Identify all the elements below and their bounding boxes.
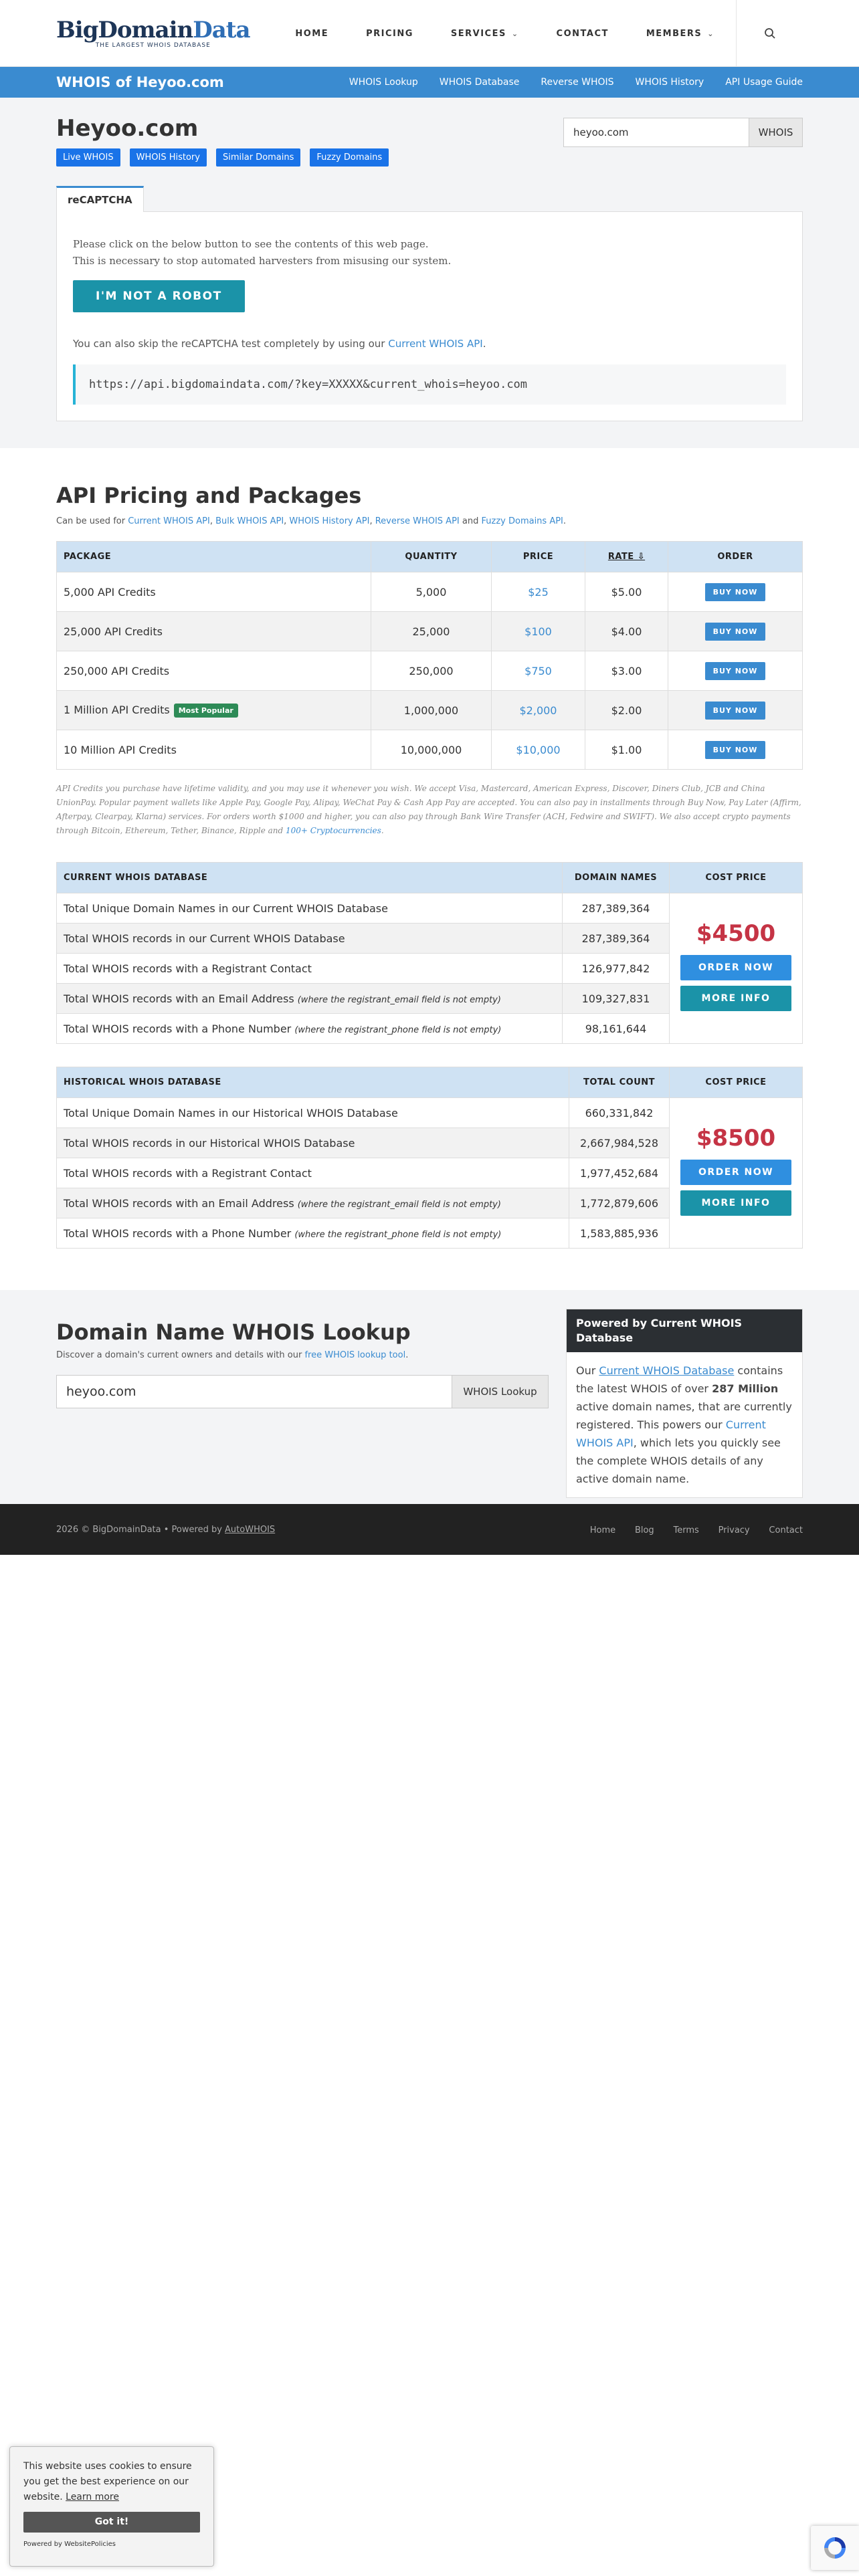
buy-now-button[interactable]: BUY NOW xyxy=(705,623,766,641)
db-row-label: Total WHOIS records with a Registrant Contact xyxy=(57,1158,569,1188)
db-row-value: 1,772,879,606 xyxy=(569,1188,670,1218)
db-row-note: (where the registrant_phone field is not empty) xyxy=(294,1025,502,1035)
db-row-label: Total WHOIS records with a Phone Number xyxy=(64,1022,295,1035)
db-row-label: Total Unique Domain Names in our Historical WHOIS Database xyxy=(57,1098,569,1128)
col-quantity: QUANTITY xyxy=(371,542,492,572)
current-whois-api-link[interactable]: Current WHOIS API xyxy=(388,338,483,350)
table-row xyxy=(57,572,803,612)
package-quantity: 250,000 xyxy=(371,651,492,691)
package-name: 5,000 API Credits xyxy=(57,572,371,612)
skip-captcha-text xyxy=(73,338,786,350)
site-logo[interactable] xyxy=(56,16,250,49)
pricing-section xyxy=(0,448,859,1249)
whois-lookup-section xyxy=(0,1290,859,1504)
col-total-count: TOTAL COUNT xyxy=(569,1067,670,1098)
col-package: PACKAGE xyxy=(57,542,371,572)
whois-search-input[interactable]: heyoo.com xyxy=(573,126,629,138)
lookup-sub-suffix: . xyxy=(405,1350,409,1360)
search-toggle-button[interactable] xyxy=(736,0,803,67)
buy-now-button[interactable]: BUY NOW xyxy=(705,583,766,601)
recaptcha-panel xyxy=(56,211,803,421)
cookie-learn-more-link[interactable]: Learn more xyxy=(66,2492,119,2502)
package-name: 250,000 API Credits xyxy=(57,651,371,691)
powered-by-box xyxy=(566,1309,803,1498)
buy-now-button[interactable]: BUY NOW xyxy=(705,741,766,759)
nav-services-label: SERVICES xyxy=(450,28,506,39)
current-whois-db-link[interactable]: Current WHOIS Database xyxy=(599,1364,735,1377)
nav-services[interactable] xyxy=(451,29,519,39)
chevron-down-icon: ⌄ xyxy=(707,29,714,38)
package-name: 25,000 API Credits xyxy=(57,612,371,651)
db-row-label: Total WHOIS records in our Current WHOIS Database xyxy=(57,924,563,954)
package-name: 10 Million API Credits xyxy=(57,730,371,770)
side-text-4: , which lets you quickly see the complete WHOIS details of any active domain name. xyxy=(576,1436,781,1485)
cryptocurrencies-link[interactable]: 100+ Cryptocurrencies xyxy=(286,826,381,835)
package-rate: $5.00 xyxy=(585,572,668,612)
cookie-powered-by: Powered by WebsitePolicies xyxy=(23,2541,116,2548)
pricing-table xyxy=(56,541,803,770)
db-row-value: 2,667,984,528 xyxy=(569,1128,670,1158)
link-whois-history-api[interactable]: WHOIS History API xyxy=(289,516,370,526)
db-row-label-cell xyxy=(57,1218,569,1249)
whois-link-history[interactable]: WHOIS History xyxy=(635,77,704,88)
footer-link-terms[interactable]: Terms xyxy=(673,1525,699,1535)
pill-live-whois[interactable]: Live WHOIS xyxy=(56,148,120,167)
db-row-label: Total WHOIS records with an Email Address xyxy=(64,992,298,1005)
fineprint-end: . xyxy=(381,826,384,835)
more-info-button[interactable]: MORE INFO xyxy=(680,1190,791,1216)
whois-link-database[interactable]: WHOIS Database xyxy=(439,77,520,88)
autowhois-link[interactable]: AutoWHOIS xyxy=(225,1524,276,1535)
side-text-2: contains the latest WHOIS of over xyxy=(576,1364,783,1395)
side-bold-count: 287 Million xyxy=(712,1382,779,1395)
db-row-label-cell xyxy=(57,984,563,1014)
nav-members-label: MEMBERS xyxy=(646,28,702,39)
powered-by-body xyxy=(567,1352,802,1497)
whois-search-form xyxy=(563,118,803,147)
nav-members[interactable] xyxy=(646,29,714,39)
site-header xyxy=(0,0,859,67)
lookup-subtitle xyxy=(56,1350,549,1360)
whois-bar-title: WHOIS of Heyoo.com xyxy=(56,74,224,90)
lookup-button[interactable]: WHOIS Lookup xyxy=(452,1376,548,1408)
whois-link-api-guide[interactable]: API Usage Guide xyxy=(725,77,803,88)
whois-bar-links xyxy=(328,77,803,88)
buy-now-button[interactable]: BUY NOW xyxy=(705,702,766,720)
footer-links xyxy=(574,1523,803,1535)
free-lookup-tool-link[interactable]: free WHOIS lookup tool xyxy=(304,1350,406,1360)
col-price: PRICE xyxy=(492,542,585,572)
package-price[interactable]: $10,000 xyxy=(516,743,561,756)
main-nav xyxy=(276,0,803,67)
db-row-label-cell xyxy=(57,1014,563,1044)
table-row xyxy=(57,730,803,770)
col-rate-sort[interactable]: RATE ⇩ xyxy=(585,542,668,572)
lookup-main xyxy=(56,1309,549,1498)
pricing-title: API Pricing and Packages xyxy=(56,483,362,508)
col-current-db: CURRENT WHOIS DATABASE xyxy=(57,863,563,893)
db-row-value: 1,977,452,684 xyxy=(569,1158,670,1188)
lookup-form xyxy=(56,1375,549,1408)
package-rate: $2.00 xyxy=(585,691,668,730)
db-row-value: 287,389,364 xyxy=(563,893,670,924)
logo-text-b: Data xyxy=(193,16,250,43)
package-rate: $4.00 xyxy=(585,612,668,651)
buy-now-button[interactable]: BUY NOW xyxy=(705,662,766,680)
site-footer xyxy=(0,1504,859,1555)
whois-search-button[interactable]: WHOIS xyxy=(749,118,802,146)
db-row-note: (where the registrant_email field is not empty) xyxy=(297,1199,501,1210)
chevron-down-icon: ⌄ xyxy=(511,29,519,38)
db-row-value: 126,977,842 xyxy=(563,954,670,984)
nav-pricing[interactable]: PRICING xyxy=(366,28,413,39)
skip-prefix: You can also skip the reCAPTCHA test completely by using our xyxy=(73,338,389,350)
side-text-1: Our xyxy=(576,1364,599,1377)
not-a-robot-button[interactable]: I'M NOT A ROBOT xyxy=(73,280,245,312)
footer-link-home[interactable]: Home xyxy=(589,1525,616,1535)
db-row-value: 98,161,644 xyxy=(563,1014,670,1044)
table-row xyxy=(57,651,803,691)
link-bulk-whois-api[interactable]: Bulk WHOIS API xyxy=(215,516,284,526)
nav-contact[interactable]: CONTACT xyxy=(556,28,609,39)
lookup-sub-prefix: Discover a domain's current owners and details with our xyxy=(56,1350,305,1360)
col-historical-db: HISTORICAL WHOIS DATABASE xyxy=(57,1067,569,1098)
footer-link-blog[interactable]: Blog xyxy=(634,1525,654,1535)
db-row-note: (where the registrant_email field is not empty) xyxy=(297,994,501,1005)
db-row-note: (where the registrant_phone field is not empty) xyxy=(294,1229,502,1240)
skip-suffix: . xyxy=(482,338,486,350)
db-row-label: Total WHOIS records with a Registrant Contact xyxy=(57,954,563,984)
pricing-subtitle: Can be used for Current WHOIS API, Bulk WHOIS API, WHOIS History API, Reverse WHOIS API and Fuzzy Domains API. xyxy=(56,516,567,526)
pill-whois-history[interactable]: WHOIS History xyxy=(130,148,207,167)
pill-similar-domains[interactable]: Similar Domains xyxy=(216,148,300,167)
cookie-accept-button[interactable]: Got it! xyxy=(23,2512,200,2533)
db-row-label-cell xyxy=(57,1188,569,1218)
footer-copyright xyxy=(56,1525,275,1535)
domain-tool-pills xyxy=(56,148,803,167)
search-icon xyxy=(764,27,776,39)
package-price[interactable]: $750 xyxy=(524,664,552,677)
package-price[interactable]: $100 xyxy=(524,625,552,638)
db-row-label: Total WHOIS records in our Historical WHOIS Database xyxy=(57,1128,569,1158)
table-row xyxy=(57,893,803,924)
db-row-label: Total WHOIS records with a Phone Number xyxy=(64,1226,295,1240)
most-popular-badge: Most Popular xyxy=(174,704,238,718)
pricing-sub-prefix: Can be used for xyxy=(56,516,128,526)
captcha-note-1: Please click on the below button to see the contents of this web page. xyxy=(73,238,429,250)
cost-cell xyxy=(670,893,803,1044)
order-now-button[interactable]: ORDER NOW xyxy=(680,1160,791,1185)
footer-copy-text: 2026 © BigDomainData • Powered by xyxy=(56,1524,225,1535)
package-quantity: 5,000 xyxy=(371,572,492,612)
whois-link-reverse[interactable]: Reverse WHOIS xyxy=(541,77,614,88)
package-name: 1 Million API Credits xyxy=(64,703,170,716)
cost-cell xyxy=(670,1098,803,1249)
historical-db-table xyxy=(56,1067,803,1249)
cookie-banner xyxy=(9,2446,214,2567)
table-row xyxy=(57,1098,803,1128)
cookie-text: This website uses cookies to ensure you get the best experience on our website. xyxy=(23,2461,192,2502)
col-cost-price: COST PRICE xyxy=(670,1067,803,1098)
logo-text-a: BigDomain xyxy=(56,16,193,43)
logo-tagline: THE LARGEST WHOIS DATABASE xyxy=(95,41,211,49)
tab-recaptcha[interactable]: reCAPTCHA xyxy=(56,186,144,212)
payment-fineprint xyxy=(56,782,803,838)
pill-fuzzy-domains[interactable]: Fuzzy Domains xyxy=(310,148,389,167)
footer-link-contact[interactable]: Contact xyxy=(769,1525,803,1535)
nav-home[interactable]: HOME xyxy=(295,28,329,39)
link-current-whois-api[interactable]: Current WHOIS API xyxy=(128,516,210,526)
footer-link-privacy[interactable]: Privacy xyxy=(718,1525,750,1535)
db-row-value: 660,331,842 xyxy=(569,1098,670,1128)
order-now-button[interactable]: ORDER NOW xyxy=(680,955,791,980)
historical-db-price: $8500 xyxy=(696,1125,776,1152)
side-text-3: active domain names, that are currently registered. This powers our xyxy=(576,1400,792,1431)
whois-bar xyxy=(0,67,859,98)
package-quantity: 10,000,000 xyxy=(371,730,492,770)
powered-by-title: Powered by Current WHOIS Database xyxy=(567,1309,802,1352)
package-quantity: 25,000 xyxy=(371,612,492,651)
link-fuzzy-domains-api[interactable]: Fuzzy Domains API xyxy=(481,516,563,526)
more-info-button[interactable]: MORE INFO xyxy=(680,986,791,1011)
lookup-title: Domain Name WHOIS Lookup xyxy=(56,1319,411,1345)
package-price[interactable]: $25 xyxy=(528,585,549,599)
package-name-cell xyxy=(57,691,371,730)
package-rate: $3.00 xyxy=(585,651,668,691)
recaptcha-badge[interactable] xyxy=(811,2526,859,2570)
db-row-label: Total WHOIS records with an Email Address xyxy=(64,1196,298,1210)
table-row xyxy=(57,612,803,651)
db-row-value: 1,583,885,936 xyxy=(569,1218,670,1249)
db-row-label: Total Unique Domain Names in our Current WHOIS Database xyxy=(57,893,563,924)
recaptcha-icon xyxy=(822,2535,848,2561)
db-row-value: 287,389,364 xyxy=(563,924,670,954)
db-row-value: 109,327,831 xyxy=(563,984,670,1014)
pricing-sub-and: and xyxy=(459,516,482,526)
package-quantity: 1,000,000 xyxy=(371,691,492,730)
current-whois-api-link[interactable]: Current WHOIS API xyxy=(576,1418,766,1449)
package-price[interactable]: $2,000 xyxy=(519,704,557,717)
domain-title: Heyoo.com xyxy=(56,115,199,142)
package-rate: $1.00 xyxy=(585,730,668,770)
col-order: ORDER xyxy=(668,542,803,572)
api-code-example: https://api.bigdomaindata.com/?key=XXXXX&current_whois=heyoo.com xyxy=(73,364,786,405)
current-db-table xyxy=(56,862,803,1044)
result-section xyxy=(0,98,859,448)
captcha-note-2: This is necessary to stop automated harvesters from misusing our system. xyxy=(73,255,452,267)
current-db-price: $4500 xyxy=(696,920,776,947)
whois-link-lookup[interactable]: WHOIS Lookup xyxy=(349,77,418,88)
link-reverse-whois-api[interactable]: Reverse WHOIS API xyxy=(375,516,460,526)
table-row xyxy=(57,691,803,730)
col-domain-names: DOMAIN NAMES xyxy=(563,863,670,893)
col-cost-price: COST PRICE xyxy=(670,863,803,893)
lookup-input[interactable]: heyoo.com xyxy=(66,1384,136,1399)
fineprint-text: API Credits you purchase have lifetime validity, and you may use it whenever you wish. We accept Visa, Mastercard, American Express, Discover, Diners Club, JCB and China UnionPay. Popular payment wallets like Apple Pay, Google Pay, Alipay, WeChat Pay & Cash App Pay are accepted. You can also pay in installments through Buy Now, Pay Later (Affirm, Afterpay, Clearpay, Klarna) services. For orders worth $1000 and higher, you can also pay through Bank Wire Transfer (ACH, Fedwire and SWIFT). We also accept crypto payments through Bitcoin, Ethereum, Tether, Binance, Ripple and xyxy=(56,784,801,835)
